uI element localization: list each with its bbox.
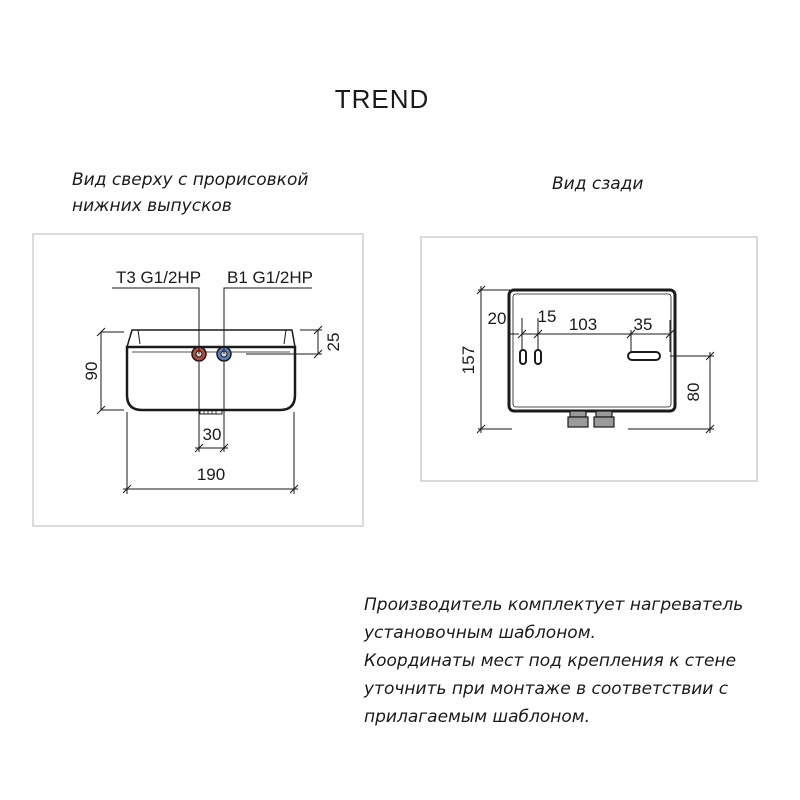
- note-line2: установочным шаблоном.: [364, 623, 596, 643]
- hot-outlet-label: T3 G1/2HP: [116, 268, 202, 287]
- mount-hole-right-icon: [535, 350, 541, 364]
- mount-hole-left-icon: [520, 350, 526, 364]
- back-view-caption: Вид сзади: [552, 174, 644, 194]
- installation-note: [364, 591, 743, 731]
- dim-step-25: 25: [324, 332, 343, 352]
- mount-slot-icon: [628, 352, 660, 360]
- back-view-fittings: [568, 411, 614, 427]
- dim-height-157: 157: [459, 345, 478, 375]
- dim-height-90: 90: [82, 361, 101, 381]
- dim-spacing-15: 15: [537, 307, 557, 326]
- note-line1: Производитель комплектует нагреватель: [364, 595, 744, 615]
- top-view-caption-line2: нижних выпусков: [72, 196, 232, 216]
- dim-width-190: 190: [196, 465, 226, 484]
- cold-outlet-label: B1 G1/2HP: [227, 268, 313, 287]
- dim-slot-35: 35: [633, 315, 653, 334]
- dim-pipe-spacing-30: 30: [202, 425, 222, 444]
- dim-height-80: 80: [684, 382, 703, 402]
- note-line3: Координаты мест под крепления к стене: [364, 651, 737, 671]
- dim-spacing-103: 103: [568, 315, 598, 334]
- note-line5: прилагаемым шаблоном.: [364, 707, 590, 727]
- top-view-caption-line1: Вид сверху с прорисовкой: [72, 170, 309, 190]
- back-view-heater: [509, 290, 675, 411]
- top-view-heater: [127, 330, 295, 414]
- note-line4: уточнить при монтаже в соответствии с: [364, 679, 729, 699]
- dim-offset-20: 20: [487, 309, 507, 328]
- diagram-title: TREND: [334, 84, 430, 114]
